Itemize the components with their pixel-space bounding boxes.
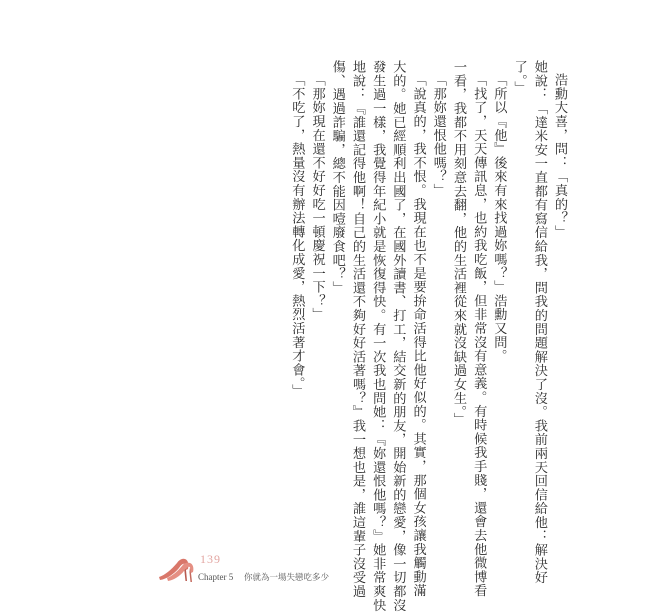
paragraph-7: 「那妳還恨他嗎？」 bbox=[430, 73, 446, 198]
high-heel-shoes-icon bbox=[155, 548, 203, 584]
page-number: 139 bbox=[200, 552, 221, 566]
paragraph-10: 發生過一樣，我覺得年紀小就是恢復得快。有一次我也問她：『妳還恨他嗎？』她非常爽快 bbox=[370, 60, 386, 612]
chapter-title: 你就為一場失戀吃多少 bbox=[243, 573, 329, 583]
paragraph-2: 她說：「達米安一直都有寫信給我，問我的問題解決了沒。我前兩天回信給他：解決好 bbox=[531, 60, 547, 585]
paragraph-8: 「說真的，我不恨。我現在也不是要拚命活得比他好似的。其實，那個女孩讓我觸動滿 bbox=[410, 73, 426, 598]
paragraph-13: 「那妳現在還不好好吃一頓慶祝一下？」 bbox=[309, 73, 325, 322]
paragraph-1: 浩勳大喜，問：「真的？」 bbox=[552, 73, 567, 239]
chapter-label: Chapter 5 bbox=[198, 572, 234, 582]
running-head bbox=[198, 571, 329, 583]
paragraph-14: 「不吃了，熱量沒有辦法轉化成愛，熱烈活著才會。」 bbox=[289, 73, 305, 398]
paragraph-3: 了。」 bbox=[511, 60, 527, 95]
paragraph-5: 「找了，天天傳訊息，也約我吃飯，但非常沒有意義。有時候我手賤，還會去他微博看 bbox=[471, 73, 487, 598]
paragraph-12: 傷、遇過詐騙，總不能因噎廢食吧？」 bbox=[329, 60, 345, 295]
paragraph-9: 大的。她已經順利出國了，在國外讀書、打工，結交新的朋友，開始新的戀愛，像一切都沒 bbox=[390, 60, 406, 612]
paragraph-11: 地說：『誰還記得他啊！自己的生活還不夠好好活著嗎？』我一想也是，誰這輩子沒受過 bbox=[349, 60, 365, 599]
paragraph-6: 一看，我都不用刻意去翻，他的生活裡從來就沒缺過女生。」 bbox=[450, 60, 466, 426]
paragraph-4: 「所以『他』後來有來找過妳嗎？」浩勳又問。 bbox=[491, 73, 507, 363]
